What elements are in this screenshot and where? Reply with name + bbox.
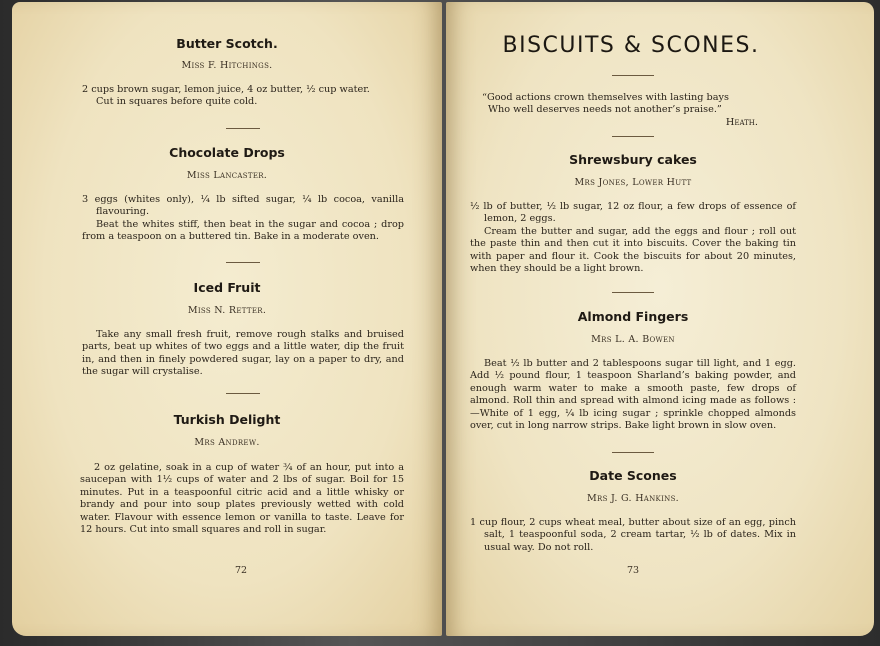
recipe-text: Take any small fresh fruit, remove rough stalks and bruised parts, beat up whites of two eggs and a little water, dip the fruit in, and then in finely powdered sugar, lay on a paper to dry, and the sugar will crystalise.: [82, 329, 404, 378]
divider: [226, 262, 260, 263]
divider: [612, 75, 654, 76]
recipe-title: Shrewsbury cakes: [569, 152, 697, 167]
epigraph: [482, 92, 758, 129]
recipe-text: 3 eggs (whites only), ¼ lb sifted sugar, ¼ lb cocoa, vanilla flavouring.: [82, 194, 404, 218]
epigraph-line: Who well deserves needs not another’s praise.”: [488, 104, 722, 116]
recipe-text: 2 oz gelatine, soak in a cup of water ¾ of an hour, put into a saucepan with 1½ cups of water and 2 lbs of sugar. Boil for 15 minutes. Put in a teaspoonful citric acid and a little whisky or brandy and pour into soup plates previously wetted with cold water. Flavour with essence lemon or vanilla to taste. Leave for 12 hours. Cut into small squares and roll in sugar.: [80, 462, 404, 536]
recipe-title: Turkish Delight: [173, 412, 281, 427]
recipe-contributor: Mrs Andrew.: [194, 437, 260, 448]
recipe-body: [82, 329, 404, 379]
recipe-contributor: Mrs J. G. Hankins.: [586, 493, 679, 504]
recipe-body: [470, 201, 796, 275]
recipe-text: ½ lb of butter, ½ lb sugar, 12 oz flour, a few drops of essence of lemon, 2 eggs.: [470, 201, 796, 225]
recipe-contributor: Miss F. Hitchings.: [181, 60, 273, 71]
left-page: [12, 2, 442, 636]
recipe-text: 1 cup flour, 2 cups wheat meal, butter about size of an egg, pinch salt, 1 teaspoonful soda, 2 cream tartar, ½ lb of dates. Mix in usual way. Do not roll.: [470, 517, 796, 553]
recipe-title: Butter Scotch.: [176, 36, 278, 51]
recipe-contributor: Miss Lancaster.: [186, 170, 268, 181]
epigraph-line: “Good actions crown themselves with lasting bays: [482, 92, 729, 103]
chapter-title: BISCUITS & SCONES.: [502, 33, 760, 58]
page-number: 72: [234, 565, 248, 576]
recipe-title: Date Scones: [589, 468, 677, 483]
recipe-title: Chocolate Drops: [169, 145, 285, 160]
recipe-contributor: Miss N. Retter.: [187, 305, 267, 316]
divider: [612, 452, 654, 453]
recipe-title: Iced Fruit: [193, 280, 261, 295]
divider: [612, 136, 654, 137]
recipe-text: Cut in squares before quite cold.: [96, 96, 258, 108]
recipe-text: Beat ½ lb butter and 2 tablespoons sugar till light, and 1 egg. Add ½ pound flour, 1 teaspoon Sharland’s baking powder, and enough warm water to make a smooth paste, few drops of almond. Roll thin and spread with almond icing made as follows :—White of 1 egg, ¼ lb icing sugar ; sprinkle chopped almonds over, cut in long narrow strips. Bake light brown in slow oven.: [470, 358, 796, 432]
recipe-body: [470, 358, 796, 432]
recipe-body: [82, 84, 404, 109]
recipe-body: [82, 194, 404, 244]
recipe-text: Beat the whites stiff, then beat in the sugar and cocoa ; drop from a teaspoon on a buttered tin. Bake in a moderate oven.: [82, 218, 404, 243]
page-number: 73: [626, 565, 640, 576]
divider: [612, 292, 654, 293]
divider: [226, 128, 260, 129]
divider: [226, 393, 260, 394]
recipe-body: [80, 462, 404, 536]
recipe-contributor: Mrs L. A. Bowen: [591, 334, 675, 345]
recipe-contributor: Mrs Jones, Lower Hutt: [574, 177, 692, 188]
recipe-text: Cream the butter and sugar, add the eggs and flour ; roll out the paste thin and then cut it into biscuits. Cover the baking tin with paper and flour it. Cook the biscuits for about 20 minutes, when they should be a light brown.: [470, 225, 796, 275]
right-page: [446, 2, 874, 636]
recipe-text: 2 cups brown sugar, lemon juice, 4 oz butter, ½ cup water.: [82, 84, 370, 95]
epigraph-attribution: Heath.: [725, 116, 758, 128]
recipe-title: Almond Fingers: [577, 309, 689, 324]
recipe-body: [470, 517, 796, 554]
